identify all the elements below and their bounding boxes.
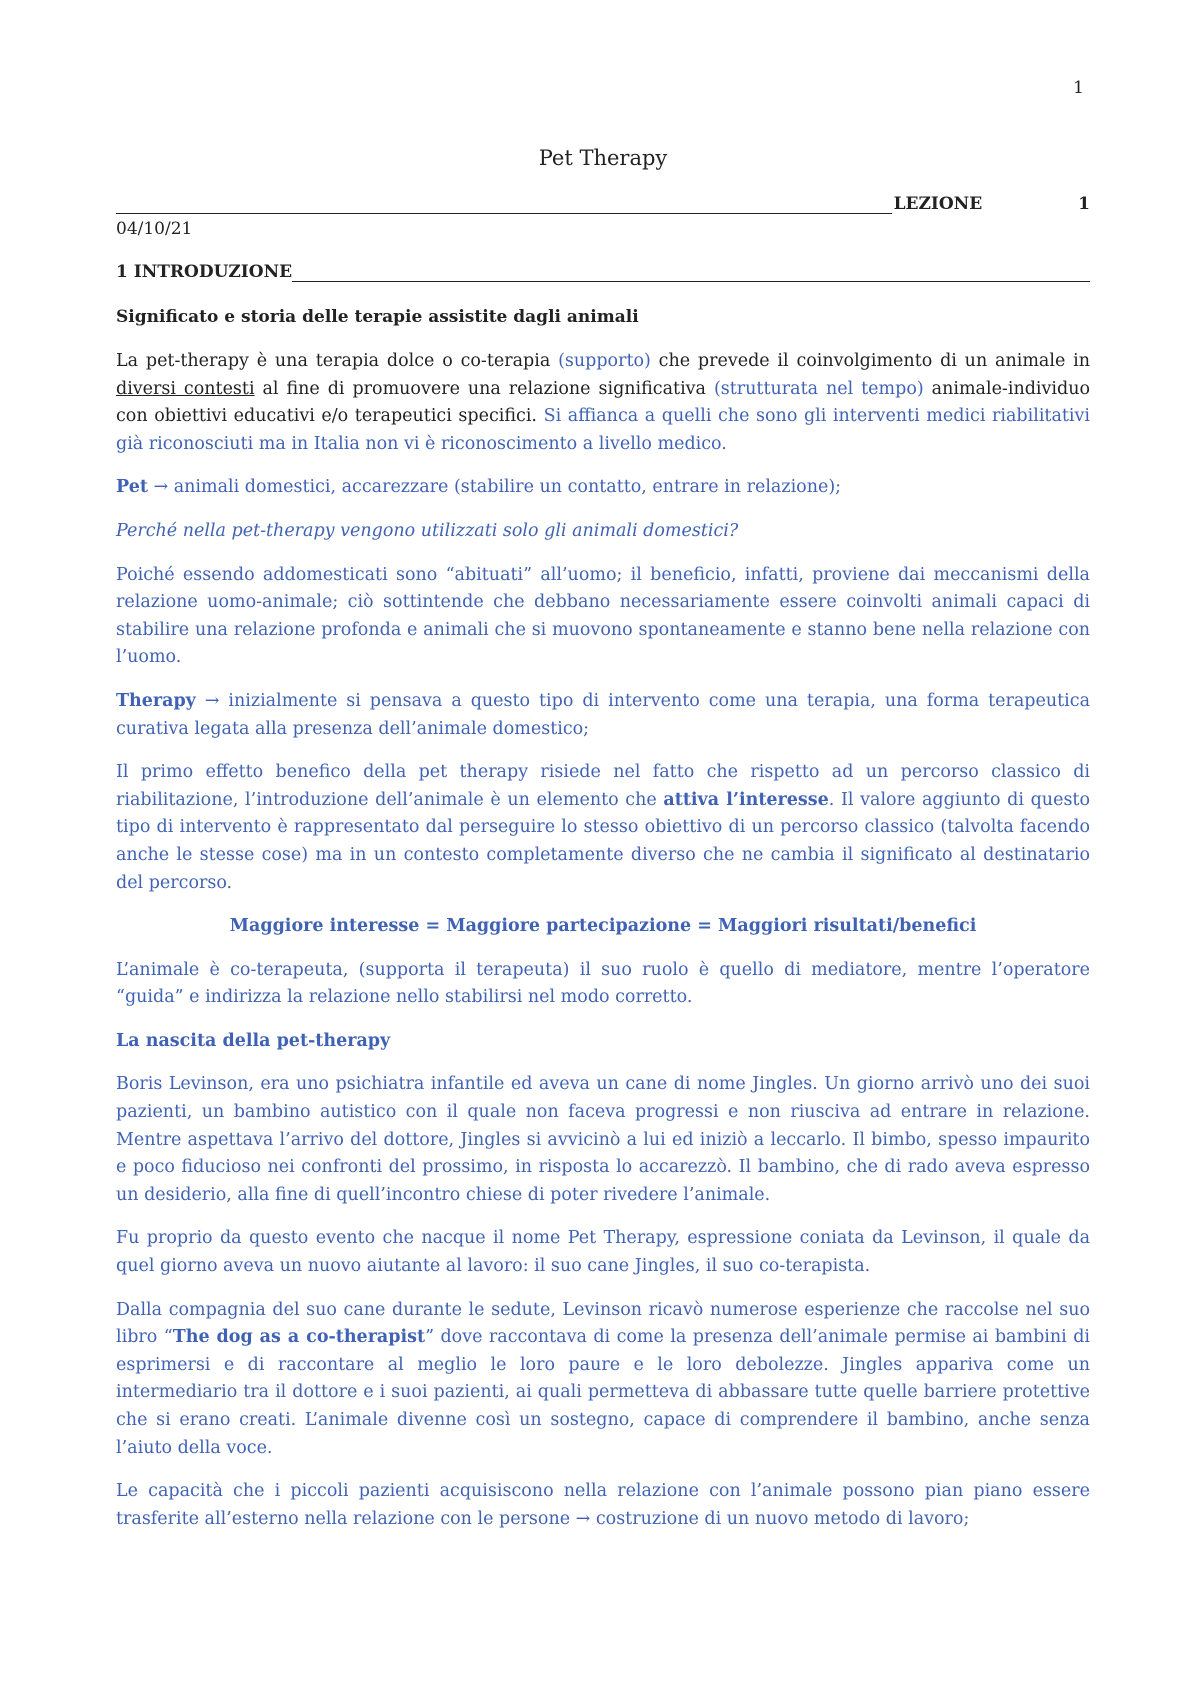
paragraph-levinson: Boris Levinson, era uno psichiatra infantile ed aveva un cane di nome Jingles. Un giorno arrivò uno dei suoi pazienti, un bambino autistico con il quale non faceva progressi e non riusciva ad entrare in relazione. Mentre aspettava l’arrivo del dottore, Jingles si avvicinò a lui ed iniziò a leccarlo. Il bimbo, spesso impaurito e poco fiducioso nei confronti del prossimo, in risposta lo accarezzò. Il bambino, che di rado aveva espresso un desiderio, alla fine di quell’incontro chiese di poter rivedere l’animale. — [116, 1074, 1090, 1205]
document-title: Pet Therapy — [538, 146, 668, 170]
paragraph-therapy — [116, 688, 1090, 743]
section-header — [116, 262, 1090, 282]
paragraph-answer: Poiché essendo addomesticati sono “abituati” all’uomo; il beneficio, infatti, proviene dai meccanismi della relazione uomo-animale; ciò sottintende che debbano necessariamente essere coinvolti animali capaci di stabilire una relazione profonda e animali che si muovono spontaneamente e stanno bene nella relazione con l’uomo. — [116, 564, 1090, 668]
text-run: Dalla compagnia del suo cane durante le sedute, Levinson ricavò numerose esperienze che raccolse nel suo libro “ — [116, 1299, 1090, 1348]
subheading: Significato e storia delle terapie assistite dagli animali — [116, 307, 639, 327]
text-run: ” dove raccontava di come la presenza dell’animale permise ai bambini di esprimersi e di raccontare al meglio le loro paure e le loro debolezze. Jingles appariva come un intermediario tra il dottore e i suoi pazienti, ai quali permetteva di abbassare tutte quelle barriere protettive che si erano creati. L’animale divenne così un sostegno, capace di comprendere il bambino, anche senza l’aiuto della voce. — [116, 1327, 1090, 1458]
lezione-label: LEZIONE — [893, 194, 983, 214]
text-run: che prevede il coinvolgimento di un animale in — [650, 351, 1090, 371]
paragraph-definition — [116, 348, 1090, 458]
paragraph-origin: Fu proprio da questo evento che nacque il nome Pet Therapy, espressione coniata da Levinson, il quale da quel giorno aveva un nuovo aiutante al lavoro: il suo cane Jingles, il suo co-terapista. — [116, 1228, 1090, 1277]
text-run: (supporto) — [558, 351, 651, 371]
lesson-date: 04/10/21 — [116, 219, 193, 239]
text-run: (strutturata nel tempo) — [713, 378, 924, 399]
term-therapy: Therapy — [116, 690, 196, 711]
text-run: al fine di promuovere una relazione significativa — [254, 378, 714, 399]
paragraph-effect — [116, 759, 1090, 897]
header-rule — [116, 195, 892, 214]
paragraph-capacita: Le capacità che i piccoli pazienti acquisiscono nella relazione con l’animale possono pian piano essere trasferite all’esterno nella relazione con le persone → costruzione di un nuovo metodo di lavoro; — [116, 1481, 1090, 1529]
paragraph-pet — [116, 474, 1090, 502]
lezione-number: 1 — [1078, 194, 1090, 214]
text-run: Si affianca a quelli che sono gli interventi medici riabilitativi già riconosciuti ma in Italia non vi è riconoscimento a livello medico. — [116, 406, 1090, 454]
lezione-header — [116, 188, 1090, 214]
paragraph-coterapeuta: L’animale è co-terapeuta, (supporta il terapeuta) il suo ruolo è quello di mediatore, mentre l’operatore “guida” e indirizza la relazione nello stabilirsi nel modo corretto. — [116, 959, 1090, 1008]
formula-line: Maggiore interesse = Maggiore partecipazione = Maggiori risultati/benefici — [229, 916, 977, 937]
bold-text: attiva l’interesse — [663, 789, 829, 810]
paragraph-book — [116, 1297, 1090, 1463]
document-body — [116, 348, 1090, 1549]
section-title: 1 INTRODUZIONE — [116, 262, 293, 282]
text-run: . Il valore aggiunto di questo tipo di intervento è rappresentato dal perseguire lo stesso obiettivo di un percorso classico (talvolta facendo anche le stesse cose) ma in un contesto completamente diverso che ne cambia il significato al destinatario del percorso. — [116, 789, 1090, 893]
book-title: The dog as a co-therapist — [172, 1327, 426, 1348]
text-run: → animali domestici, accarezzare (stabilire un contatto, entrare in relazione); — [147, 477, 842, 498]
section-rule — [292, 263, 1090, 282]
subheading-nascita: La nascita della pet-therapy — [116, 1030, 391, 1051]
term-pet: Pet — [116, 477, 148, 498]
paragraph-question: Perché nella pet-therapy vengono utilizzati solo gli animali domestici? — [116, 520, 739, 541]
text-run: → inizialmente si pensava a questo tipo di intervento come una terapia, una forma terapeutica curativa legata alla presenza dell’animale domestico; — [116, 690, 1090, 739]
text-run: La pet-therapy è una terapia dolce o co-terapia — [116, 351, 559, 371]
text-run: animale-individuo con obiettivi educativi e/o terapeutici specifici. — [116, 378, 1091, 427]
underlined-text: diversi contesti — [116, 378, 255, 399]
text-run: Il primo effetto benefico della pet therapy risiede nel fatto che rispetto ad un percorso classico di riabilitazione, l’introduzione dell’animale è un elemento che — [116, 762, 1090, 810]
page-number: 1 — [1073, 78, 1084, 98]
